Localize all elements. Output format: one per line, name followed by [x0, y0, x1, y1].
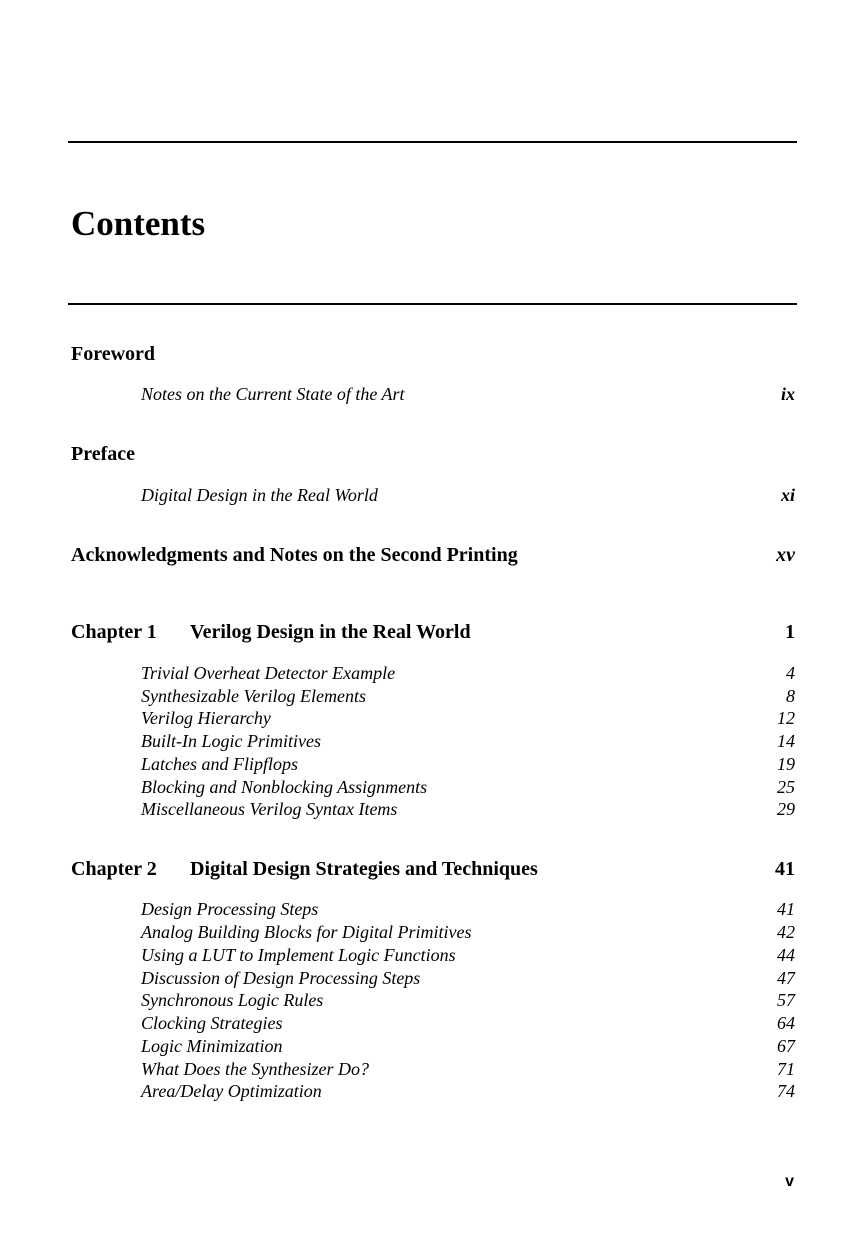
toc-entry[interactable]: [71, 944, 795, 966]
chapter-title: Digital Design Strategies and Techniques: [190, 858, 538, 880]
toc-entry-label: Latches and Flipflops: [141, 754, 298, 774]
toc-entry[interactable]: [71, 662, 795, 684]
toc-entry-page: 41: [777, 899, 795, 919]
toc-entry-label: Built-In Logic Primitives: [141, 731, 321, 751]
toc-entry-page: 42: [777, 922, 795, 942]
toc-entry-page: 74: [777, 1081, 795, 1101]
toc-entry[interactable]: [71, 753, 795, 775]
toc-heading-label: Foreword: [71, 343, 156, 365]
toc-heading-label: Acknowledgments and Notes on the Second Printing: [71, 544, 518, 566]
chapter-page: 41: [775, 858, 795, 880]
toc-entry-page: 19: [777, 754, 795, 774]
chapter-title: Verilog Design in the Real World: [190, 621, 471, 643]
toc-entry[interactable]: [71, 707, 795, 729]
page-title: Contents: [71, 204, 206, 243]
toc-entry-label: Synchronous Logic Rules: [141, 990, 324, 1010]
toc-heading-foreword[interactable]: [71, 342, 795, 366]
chapter-page: 1: [785, 621, 795, 643]
toc-entry-page: 67: [777, 1036, 795, 1056]
toc-entry-page: xi: [780, 485, 795, 505]
chapter-heading: [71, 857, 538, 881]
toc-entry-page: 64: [777, 1013, 795, 1033]
toc-entry[interactable]: [71, 1080, 795, 1102]
top-rule: [68, 141, 797, 143]
toc-entry-label: Discussion of Design Processing Steps: [141, 968, 421, 988]
toc-entry-page: 4: [786, 663, 795, 683]
toc-entry[interactable]: [71, 383, 795, 405]
toc-entry[interactable]: [71, 685, 795, 707]
toc-chapter-1[interactable]: [71, 620, 795, 644]
toc-heading-preface[interactable]: [71, 442, 795, 466]
toc-entry-label: Area/Delay Optimization: [141, 1081, 322, 1101]
toc-chapter-2[interactable]: [71, 857, 795, 881]
toc-entry[interactable]: [71, 776, 795, 798]
toc-entry-label: Digital Design in the Real World: [141, 485, 378, 505]
toc-entry-label: What Does the Synthesizer Do?: [141, 1059, 369, 1079]
toc-entry-label: Blocking and Nonblocking Assignments: [141, 777, 428, 797]
toc-heading-label: Preface: [71, 443, 136, 465]
toc-entry[interactable]: [71, 484, 795, 506]
toc-entry[interactable]: [71, 898, 795, 920]
toc-entry-page: 8: [786, 686, 795, 706]
toc-entry-page: 57: [777, 990, 795, 1010]
toc-entry-page: 12: [777, 708, 795, 728]
toc-heading-acknowledgments[interactable]: [71, 543, 795, 567]
page-number: v: [785, 1173, 794, 1190]
toc-entry-page: 71: [777, 1059, 795, 1079]
toc-heading-page: xv: [776, 544, 795, 566]
toc-entry-label: Miscellaneous Verilog Syntax Items: [141, 799, 398, 819]
toc-entry-page: 44: [777, 945, 795, 965]
toc-entry[interactable]: [71, 967, 795, 989]
toc-entry[interactable]: [71, 921, 795, 943]
toc-entry-page: 29: [777, 799, 795, 819]
toc-entry[interactable]: [71, 798, 795, 820]
chapter-number: Chapter 1: [71, 621, 157, 643]
title-underline-rule: [68, 303, 797, 305]
toc-entry-label: Using a LUT to Implement Logic Functions: [141, 945, 456, 965]
toc-entry-label: Trivial Overheat Detector Example: [141, 663, 396, 683]
toc-entry-label: Analog Building Blocks for Digital Primitives: [141, 922, 472, 942]
toc-entry[interactable]: [71, 989, 795, 1011]
toc-entry-label: Design Processing Steps: [141, 899, 319, 919]
toc-entry-label: Notes on the Current State of the Art: [141, 384, 405, 404]
toc-entry-page: 25: [777, 777, 795, 797]
toc-entry-page: ix: [780, 384, 795, 404]
toc-entry-page: 47: [777, 968, 795, 988]
chapter-heading: [71, 620, 471, 644]
toc-entry-label: Verilog Hierarchy: [141, 708, 271, 728]
toc-entry[interactable]: [71, 1058, 795, 1080]
toc-entry-label: Synthesizable Verilog Elements: [141, 686, 366, 706]
toc-entry-label: Clocking Strategies: [141, 1013, 283, 1033]
toc-entry[interactable]: [71, 730, 795, 752]
chapter-number: Chapter 2: [71, 858, 157, 880]
toc-entry[interactable]: [71, 1012, 795, 1034]
toc-entry-label: Logic Minimization: [141, 1036, 283, 1056]
toc-entry[interactable]: [71, 1035, 795, 1057]
toc-entry-page: 14: [777, 731, 795, 751]
